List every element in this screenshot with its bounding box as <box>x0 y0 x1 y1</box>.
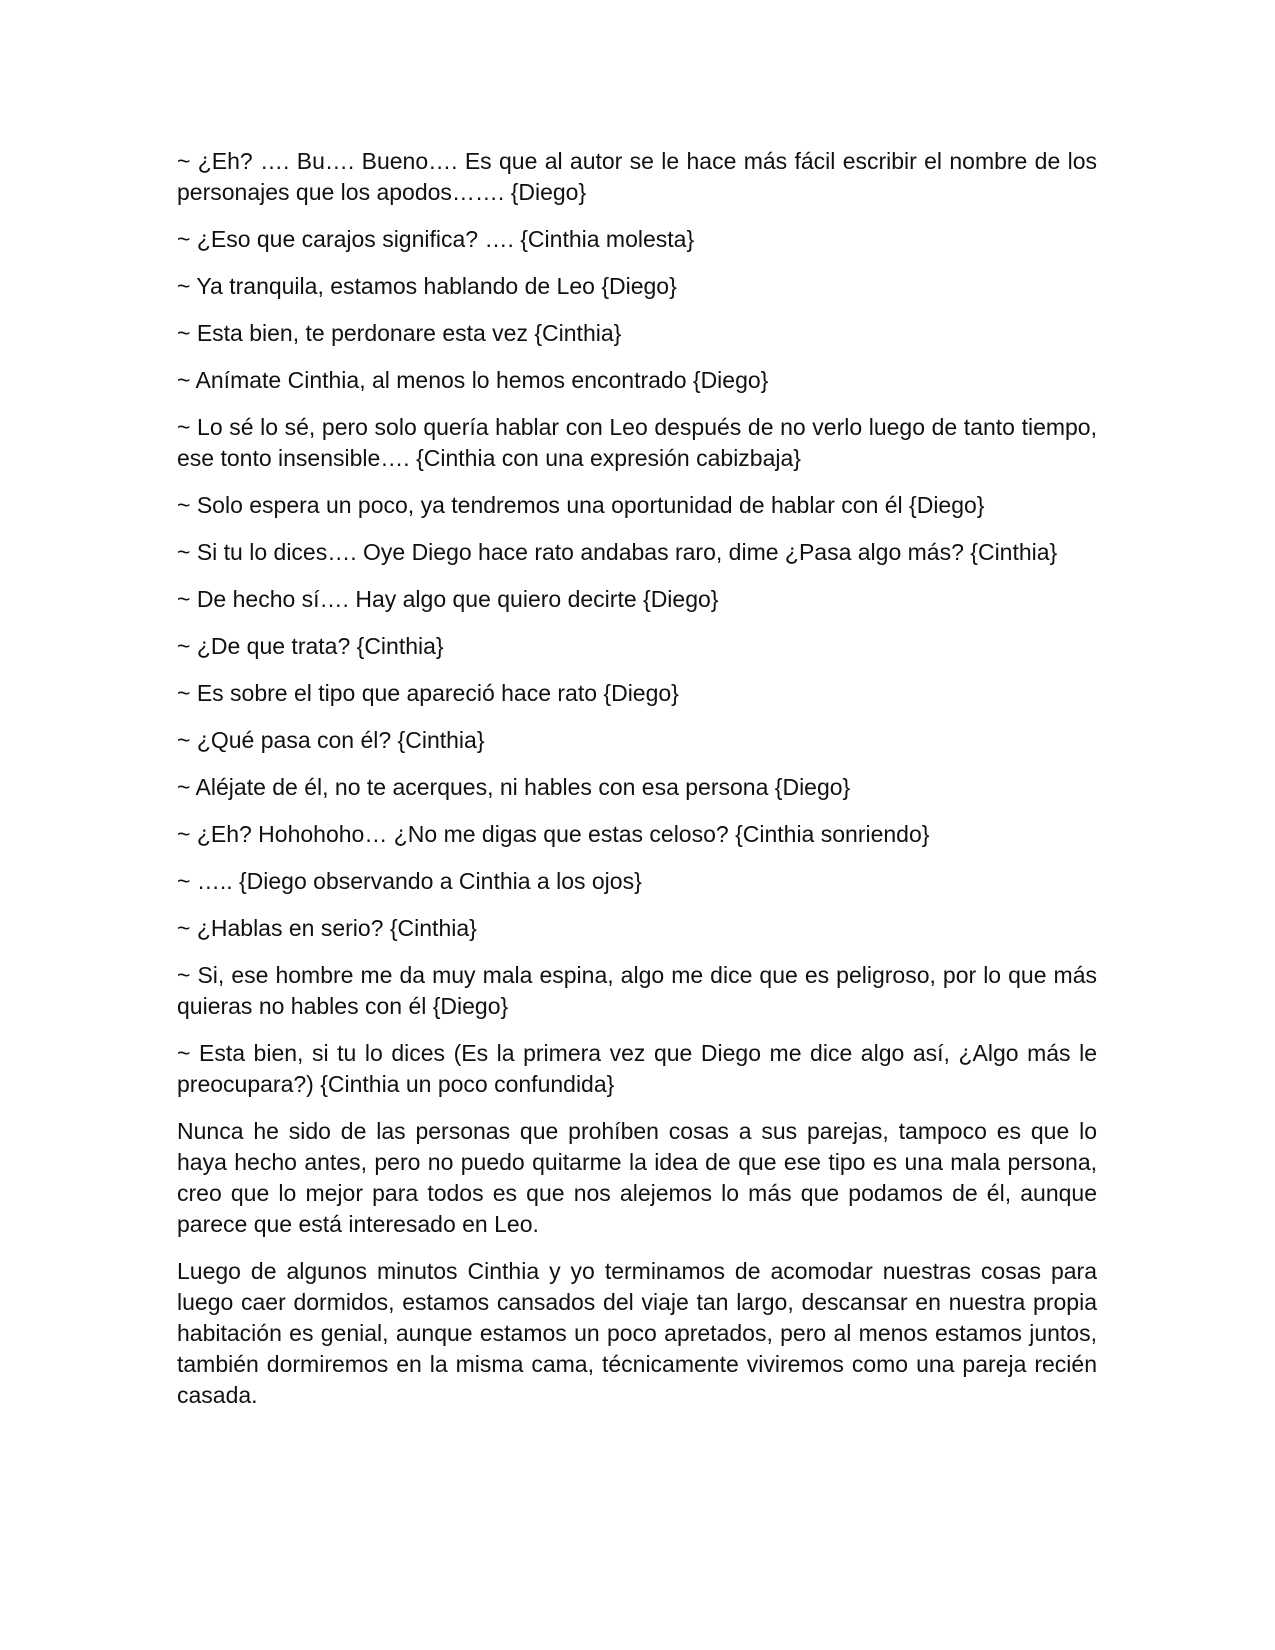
dialogue-line: ~ Si, ese hombre me da muy mala espina, algo me dice que es peligroso, por lo que más quieras no hables con él {Diego} <box>177 962 1097 1019</box>
dialogue-line: ~ De hecho sí…. Hay algo que quiero decirte {Diego} <box>177 586 719 612</box>
dialogue-line: ~ ¿Eso que carajos significa? …. {Cinthia molesta} <box>177 226 695 252</box>
document-page <box>177 146 1097 1427</box>
narration-paragraph: Luego de algunos minutos Cinthia y yo terminamos de acomodar nuestras cosas para luego caer dormidos, estamos cansados del viaje tan largo, descansar en nuestra propia habitación es genial, aunque estamos un poco apretados, pero al menos estamos juntos, también dormiremos en la misma cama, técnicamente viviremos como una pareja recién casada. <box>177 1258 1097 1408</box>
dialogue-line: ~ ¿Eh? Hohohoho… ¿No me digas que estas celoso? {Cinthia sonriendo} <box>177 821 930 847</box>
dialogue-line: ~ ¿Hablas en serio? {Cinthia} <box>177 915 477 941</box>
narration-paragraph: Nunca he sido de las personas que prohíben cosas a sus parejas, tampoco es que lo haya hecho antes, pero no puedo quitarme la idea de que ese tipo es una mala persona, creo que lo mejor para todos es que nos alejemos lo más que podamos de él, aunque parece que está interesado en Leo. <box>177 1118 1097 1237</box>
dialogue-line: ~ Aléjate de él, no te acerques, ni hables con esa persona {Diego} <box>177 774 851 800</box>
dialogue-line: ~ ¿Eh? …. Bu…. Bueno…. Es que al autor se le hace más fácil escribir el nombre de los personajes que los apodos……. {Diego} <box>177 148 1097 205</box>
dialogue-line: ~ Esta bien, si tu lo dices (Es la primera vez que Diego me dice algo así, ¿Algo más le preocupara?) {Cinthia un poco confundida} <box>177 1040 1097 1097</box>
dialogue-line: ~ Es sobre el tipo que apareció hace rato {Diego} <box>177 680 679 706</box>
dialogue-line: ~ ¿De que trata? {Cinthia} <box>177 633 444 659</box>
dialogue-line: ~ ¿Qué pasa con él? {Cinthia} <box>177 727 485 753</box>
dialogue-line: ~ Lo sé lo sé, pero solo quería hablar con Leo después de no verlo luego de tanto tiempo, ese tonto insensible…. {Cinthia con una expresión cabizbaja} <box>177 414 1097 471</box>
dialogue-line: ~ Ya tranquila, estamos hablando de Leo {Diego} <box>177 273 677 299</box>
dialogue-line: ~ ….. {Diego observando a Cinthia a los ojos} <box>177 868 642 894</box>
dialogue-line: ~ Solo espera un poco, ya tendremos una oportunidad de hablar con él {Diego} <box>177 492 985 518</box>
dialogue-line: ~ Esta bien, te perdonare esta vez {Cinthia} <box>177 320 622 346</box>
dialogue-line: ~ Si tu lo dices…. Oye Diego hace rato andabas raro, dime ¿Pasa algo más? {Cinthia} <box>177 539 1058 565</box>
dialogue-line: ~ Anímate Cinthia, al menos lo hemos encontrado {Diego} <box>177 367 769 393</box>
